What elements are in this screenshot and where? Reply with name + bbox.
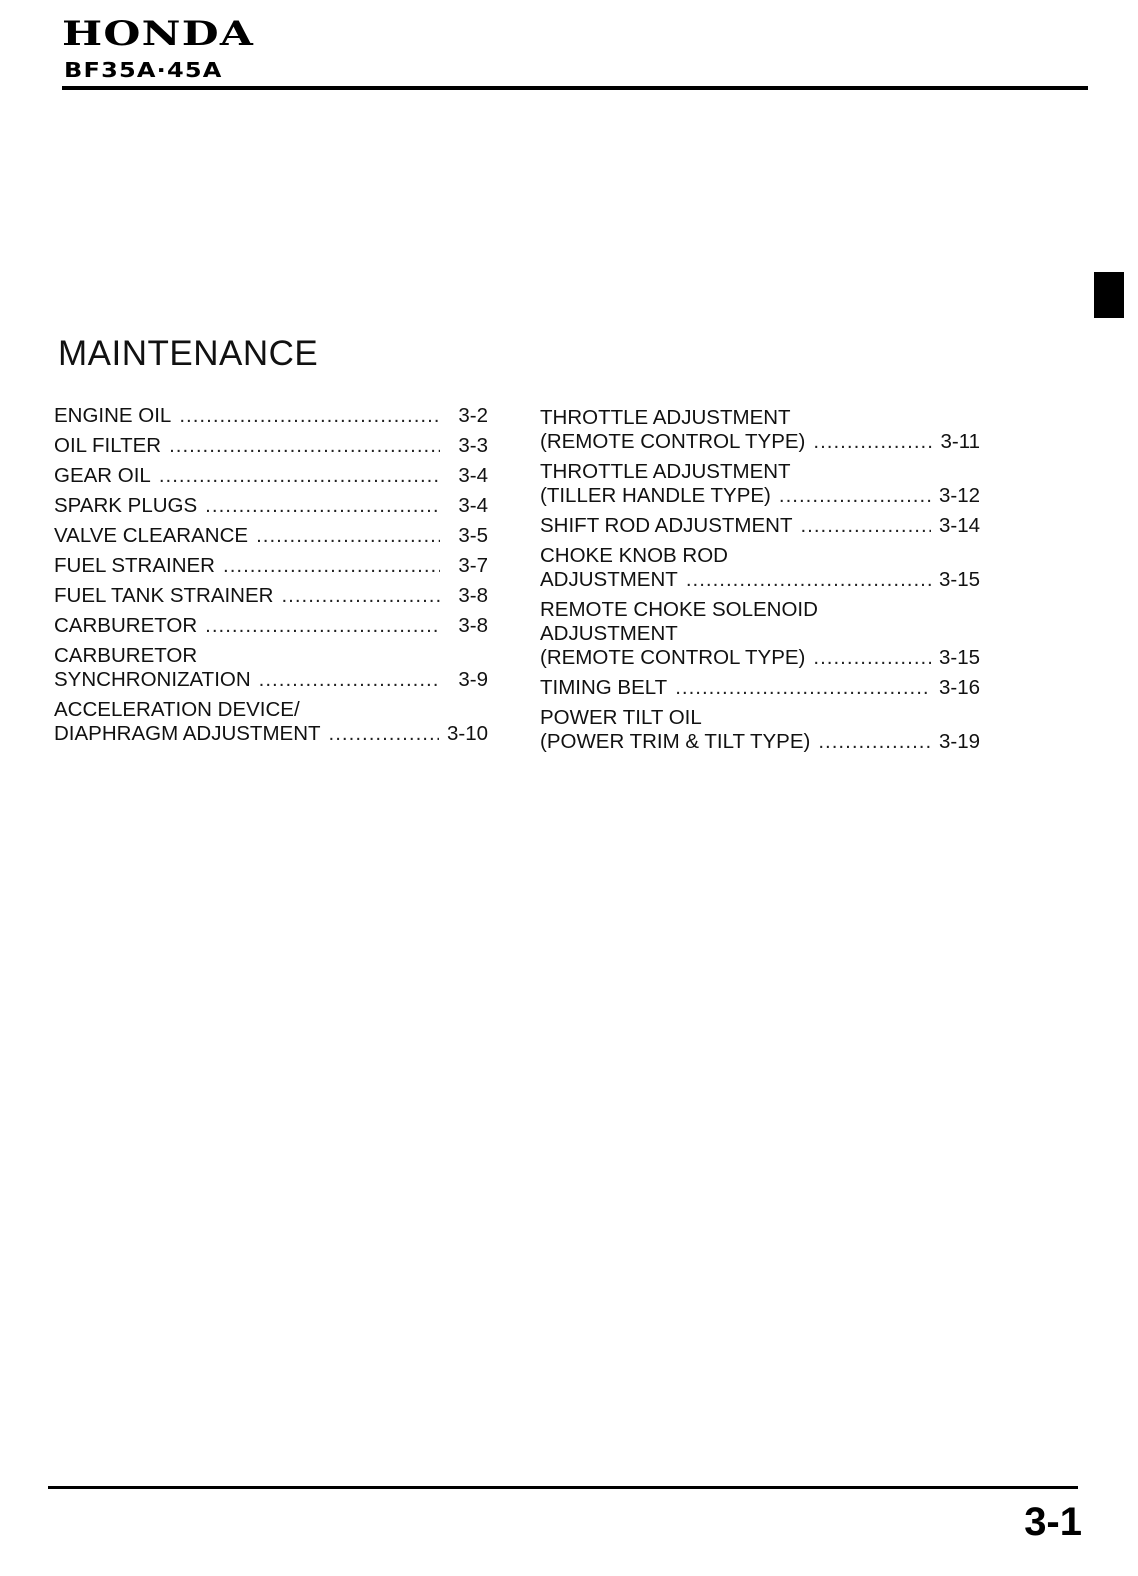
toc-entry-page: 3-10	[446, 722, 488, 745]
toc-leader-dots	[329, 722, 439, 746]
page-number: 3-1	[1024, 1500, 1082, 1544]
toc-entry-page: 3-8	[458, 584, 488, 607]
toc-entry-row	[54, 434, 488, 458]
toc-entry-label: ENGINE OIL	[54, 404, 172, 427]
toc-right-column	[540, 406, 980, 760]
toc-entry-label: DIAPHRAGM ADJUSTMENT	[54, 722, 321, 745]
toc-entry-row	[54, 554, 488, 578]
toc-entry[interactable]	[54, 494, 488, 518]
toc-entry-row	[540, 430, 980, 454]
toc-entry-page: 3-19	[938, 730, 980, 753]
toc-leader-dots	[169, 434, 440, 458]
toc-entry-page: 3-2	[458, 404, 488, 427]
toc-entry-page: 3-14	[938, 514, 980, 537]
toc-entry-label-line: CHOKE KNOB ROD	[540, 544, 728, 567]
toc-leader-dots	[159, 464, 440, 488]
toc-entry-label-line: CARBURETOR	[54, 644, 198, 667]
toc-entry-row	[540, 568, 980, 592]
toc-leader-dots	[686, 568, 931, 592]
toc-entry-row	[54, 584, 488, 608]
toc-entry-row	[54, 614, 488, 638]
toc-entry-label: OIL FILTER	[54, 434, 162, 457]
toc-entry-label: SPARK PLUGS	[54, 494, 198, 517]
toc-entry-label: (POWER TRIM & TILT TYPE)	[540, 730, 811, 753]
toc-entry[interactable]	[54, 614, 488, 638]
toc-entry-label: (REMOTE CONTROL TYPE)	[540, 646, 806, 669]
toc-entry-page: 3-7	[458, 554, 488, 577]
toc-entry-page: 3-11	[940, 430, 980, 453]
toc-entry-label: ADJUSTMENT	[540, 568, 678, 591]
toc-entry-row	[540, 514, 980, 538]
toc-entry-label-line: THROTTLE ADJUSTMENT	[540, 460, 791, 483]
toc-entry-label: (REMOTE CONTROL TYPE)	[540, 430, 806, 453]
toc-leader-dots	[818, 730, 931, 754]
toc-entry-label: FUEL STRAINER	[54, 554, 215, 577]
toc-entry[interactable]	[540, 676, 980, 700]
toc-entry-row	[54, 464, 488, 488]
model-label: BF35A·45A	[64, 58, 223, 82]
toc-leader-dots	[205, 614, 440, 638]
toc-entry-page: 3-4	[458, 494, 488, 517]
toc-entry[interactable]	[54, 644, 488, 692]
toc-leader-dots	[205, 494, 440, 518]
toc-entry[interactable]	[54, 698, 488, 746]
toc-entry-label: FUEL TANK STRAINER	[54, 584, 274, 607]
toc-leader-dots	[779, 484, 931, 508]
toc-entry-row	[540, 676, 980, 700]
toc-entry-label: GEAR OIL	[54, 464, 151, 487]
toc-entry[interactable]	[540, 460, 980, 508]
toc-leader-dots	[813, 646, 931, 670]
toc-entry-page: 3-15	[938, 646, 980, 669]
toc-entry-page: 3-9	[458, 668, 488, 691]
toc-entry-label-line: REMOTE CHOKE SOLENOID	[540, 598, 818, 621]
toc-entry[interactable]	[540, 598, 980, 670]
toc-entry-row	[540, 730, 980, 754]
toc-leader-dots	[179, 404, 440, 428]
toc-entry[interactable]	[540, 406, 980, 454]
toc-entry-page: 3-4	[458, 464, 488, 487]
toc-left-column	[54, 404, 488, 752]
toc-entry[interactable]	[540, 514, 980, 538]
toc-entry-label: TIMING BELT	[540, 676, 668, 699]
toc-entry-page: 3-8	[458, 614, 488, 637]
toc-leader-dots	[259, 668, 440, 692]
toc-entry-label: VALVE CLEARANCE	[54, 524, 249, 547]
toc-entry-page: 3-16	[938, 676, 980, 699]
toc-entry[interactable]	[540, 544, 980, 592]
toc-entry-row	[54, 722, 488, 746]
toc-entry-label-line: POWER TILT OIL	[540, 706, 702, 729]
toc-leader-dots	[256, 524, 440, 548]
toc-entry-row	[540, 646, 980, 670]
brand-logo: HONDA	[62, 14, 255, 54]
toc-entry-page: 3-12	[938, 484, 980, 507]
toc-entry[interactable]	[54, 584, 488, 608]
toc-entry-row	[54, 494, 488, 518]
toc-entry-page: 3-3	[458, 434, 488, 457]
toc-entry-page: 3-15	[938, 568, 980, 591]
toc-entry-row	[540, 484, 980, 508]
header-rule	[62, 86, 1088, 90]
toc-leader-dots	[281, 584, 440, 608]
toc-leader-dots	[800, 514, 931, 538]
toc-entry[interactable]	[540, 706, 980, 754]
toc-entry-label: CARBURETOR	[54, 614, 198, 637]
toc-entry-label: (TILLER HANDLE TYPE)	[540, 484, 771, 507]
toc-entry-label: SHIFT ROD ADJUSTMENT	[540, 514, 793, 537]
section-title: MAINTENANCE	[58, 334, 319, 373]
toc-entry-page: 3-5	[458, 524, 488, 547]
toc-entry-row	[54, 524, 488, 548]
toc-entry-label: SYNCHRONIZATION	[54, 668, 251, 691]
toc-entry-label-line: ADJUSTMENT	[540, 622, 678, 645]
toc-entry[interactable]	[54, 554, 488, 578]
toc-entry-row	[54, 668, 488, 692]
toc-leader-dots	[223, 554, 440, 578]
toc-entry-label-line: ACCELERATION DEVICE/	[54, 698, 300, 721]
footer-rule	[48, 1486, 1078, 1489]
section-tab-marker	[1094, 272, 1124, 318]
toc-leader-dots	[813, 430, 932, 454]
toc-entry[interactable]	[54, 434, 488, 458]
toc-entry[interactable]	[54, 404, 488, 428]
toc-entry-label-line: THROTTLE ADJUSTMENT	[540, 406, 791, 429]
toc-entry[interactable]	[54, 524, 488, 548]
toc-leader-dots	[675, 676, 931, 700]
toc-entry-row	[54, 404, 488, 428]
toc-entry[interactable]	[54, 464, 488, 488]
